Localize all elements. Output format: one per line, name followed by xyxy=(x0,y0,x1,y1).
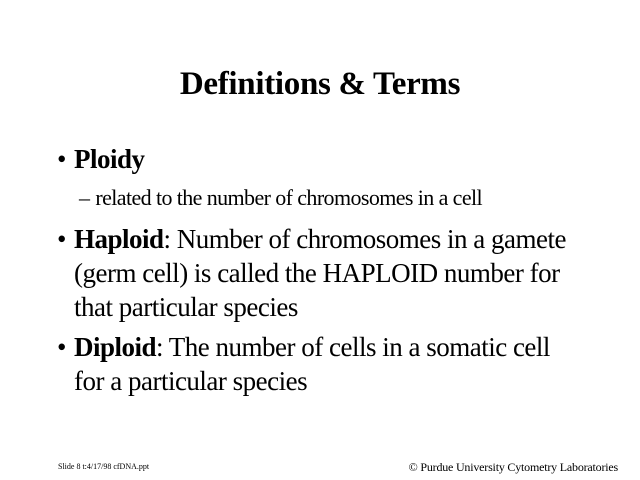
term-diploid: Diploid xyxy=(74,332,157,362)
footer-copyright: © Purdue University Cytometry Laboratories xyxy=(408,460,618,474)
bullet-line xyxy=(74,330,550,364)
bullet-dot: • xyxy=(57,144,66,174)
definition-text: : Number of chromosomes in a gamete xyxy=(163,224,566,254)
bullet-line: for a particular species xyxy=(74,366,308,396)
bullet-body xyxy=(74,330,550,398)
term-haploid: Haploid xyxy=(74,224,164,254)
bullet-body xyxy=(74,142,145,176)
bullet-line: that particular species xyxy=(74,292,298,322)
bullet-body xyxy=(74,222,566,324)
term-ploidy: Ploidy xyxy=(74,144,145,174)
slide-title: Definitions & Terms xyxy=(179,66,461,102)
sub-bullet-text: related to the number of chromosomes in a cell xyxy=(95,185,483,210)
bullet-dot: • xyxy=(57,332,66,362)
bullet-line: (germ cell) is called the HAPLOID number for xyxy=(74,258,560,288)
sub-dash: – xyxy=(79,185,90,210)
footer-slide-info: Slide 8 t:4/17/98 cfDNA.ppt xyxy=(58,462,150,471)
bullet-dot: • xyxy=(57,224,66,254)
sub-bullet-ploidy xyxy=(79,185,482,211)
definition-text: : The number of cells in a somatic cell xyxy=(156,332,550,362)
bullet-line xyxy=(74,222,566,256)
